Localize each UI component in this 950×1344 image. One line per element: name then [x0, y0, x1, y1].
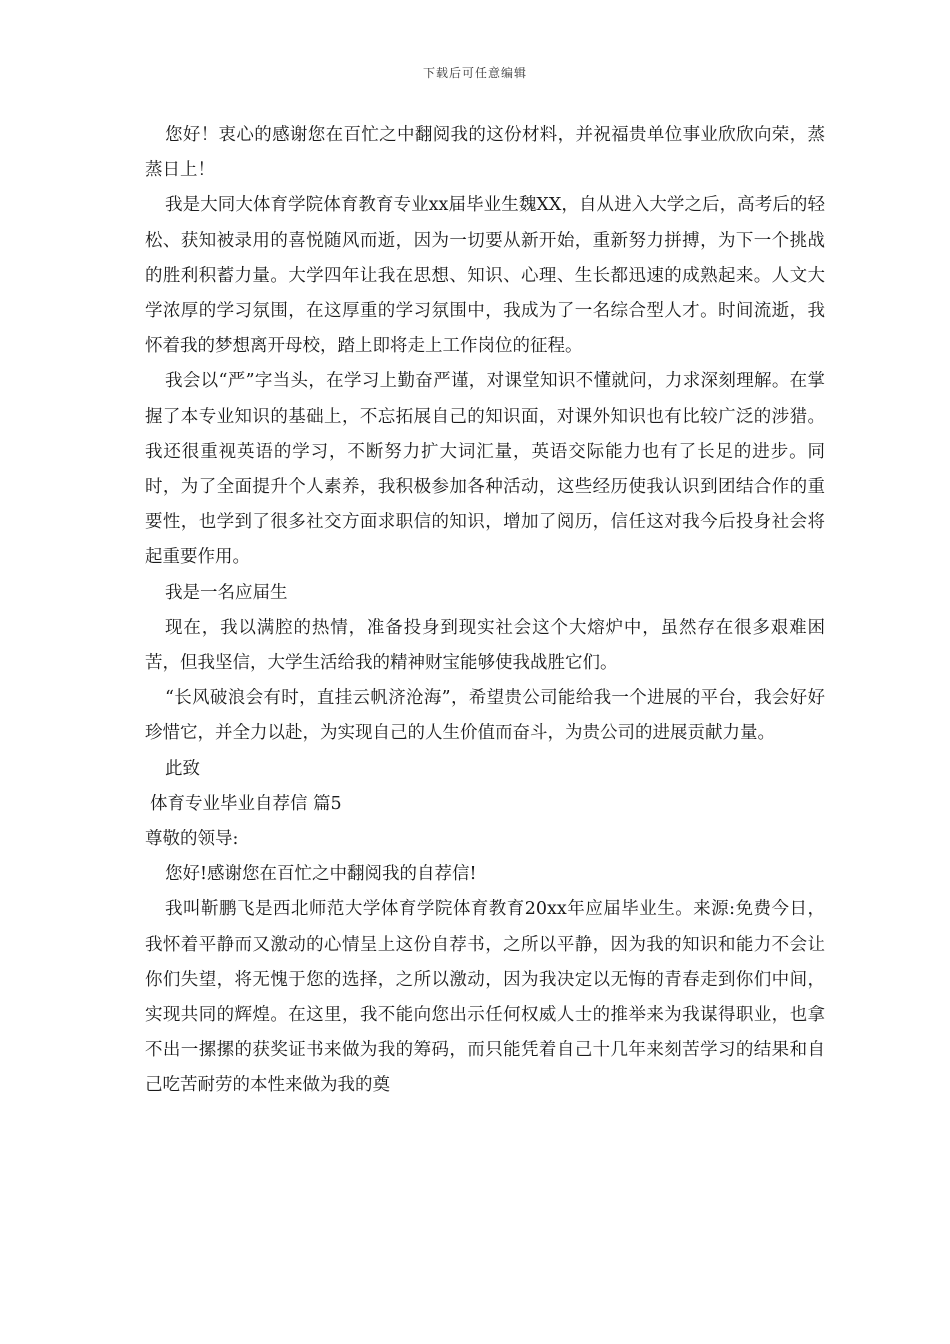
paragraph-study: 我会以“严”字当头，在学习上勤奋严谨，对课堂知识不懂就问，力求深刻理解。在掌握了本专业知识的基础上，不忘拓展自己的知识面，对课外知识也有比较广泛的涉猎。我还很重视英语的学习，不断努力扩大词汇量，英语交际能力也有了长足的进步。同时，为了全面提升个人素养，我积极参加各种活动，这些经历使我认识到团结合作的重要性，也学到了很多社交方面求职信的知识，增加了阅历，信任这对我今后投身社会将起重要作用。 — [145, 371, 825, 568]
paragraph-introduction: 我是大同大体育学院体育教育专业xx届毕业生魏XX，自从进入大学之后，高考后的轻松、获知被录用的喜悦随风而逝，因为一切要从新开始，重新努力拼搏，为下一个挑战的胜利积蓄力量。大学四年让我在思想、知识、心理、生长都迅速的成熟起来。人文大学浓厚的学习氛围，在这厚重的学习氛围中，我成为了一名综合型人才。时间流逝，我怀着我的梦想离开母校，踏上即将走上工作岗位的征程。 — [145, 195, 825, 357]
paragraph-present: 现在，我以满腔的热情，准备投身到现实社会这个大熔炉中，虽然存在很多艰难困苦，但我坚信，大学生活给我的精神财宝能够使我战胜它们。 — [145, 617, 825, 674]
paragraph-quote: “长风破浪会有时，直挂云帆济沧海”，希望贵公司能给我一个进展的平台，我会好好珍惜它，并全力以赴，为实现自己的人生价值而奋斗，为贵公司的进展贡献力量。 — [145, 688, 825, 744]
salutation: 尊敬的领导: — [145, 829, 239, 850]
paragraph-closing: 此致 — [165, 758, 200, 779]
paragraph-graduate: 我是一名应届生 — [165, 582, 288, 603]
paragraph-self-intro: 我叫靳鹏飞是西北师范大学体育学院体育教育20xx年应届毕业生。来源:免费今日，我怀着平静而又激动的心情呈上这份自荐书，之所以平静，因为我的知识和能力不会让你们失望，将无愧于您的选择，之所以激动，因为我决定以无悔的青春走到你们中间，实现共同的辉煌。在这里，我不能向您出示任何权威人士的推举来为我谋得职业，也拿不出一摞摞的获奖证书来做为我的筹码，而只能凭着自己十几年来刻苦学习的结果和自己吃苦耐劳的本性来做为我的奠 — [145, 899, 825, 1096]
paragraph-greeting-2: 您好!感谢您在百忙之中翻阅我的自荐信! — [165, 864, 477, 885]
paragraph-greeting: 您好！衷心的感谢您在百忙之中翻阅我的这份材料，并祝福贵单位事业欣欣向荣，蒸蒸日上！ — [145, 125, 825, 181]
page-header-note: 下载后可任意编辑 — [422, 66, 527, 80]
document-body — [145, 118, 825, 1104]
section-heading: 体育专业毕业自荐信 篇5 — [150, 793, 342, 814]
